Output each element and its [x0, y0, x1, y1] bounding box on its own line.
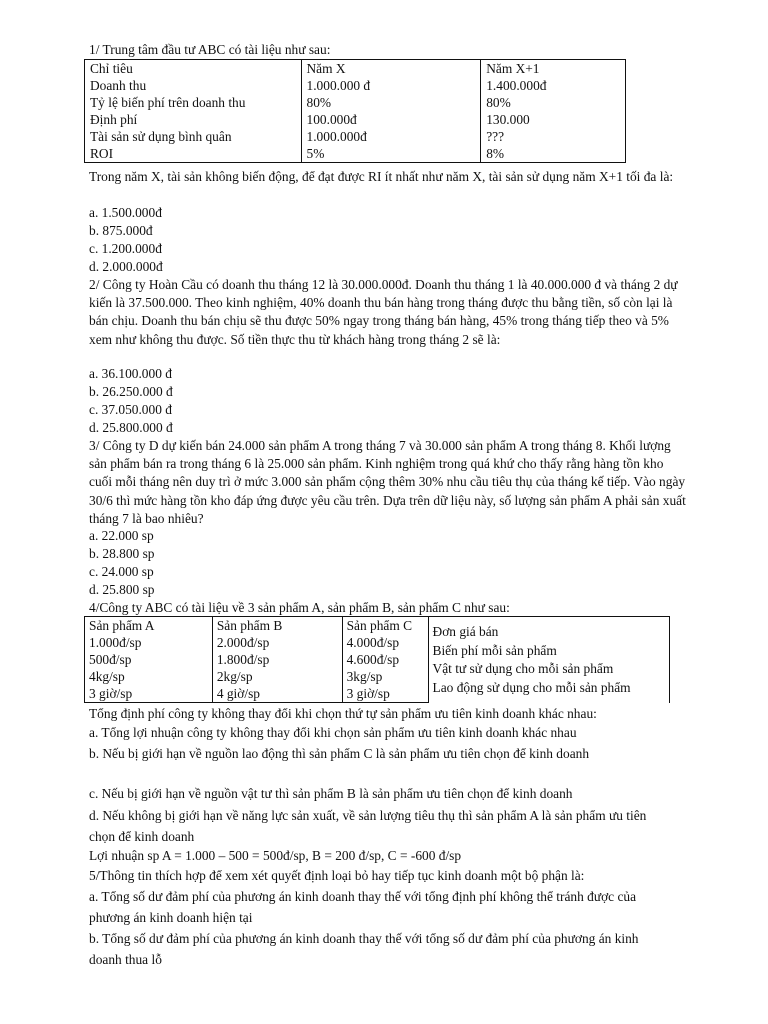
table-row [85, 128, 626, 145]
answer-option: d. 25.800 sp [89, 582, 155, 597]
table-cell: ROI [85, 145, 302, 163]
q4-note: Lợi nhuận sp A = 1.000 – 500 = 500đ/sp, B = 200 đ/sp, C = -600 đ/sp [89, 848, 462, 863]
table-cell: 1.800đ/sp [212, 651, 342, 668]
answer-option: a. Tổng lợi nhuận công ty không thay đổi khi chọn sản phẩm ưu tiên kinh doanh khác nhau [89, 725, 577, 740]
answer-option: c. 24.000 sp [89, 564, 154, 579]
q3-text: 3/ Công ty D dự kiến bán 24.000 sản phẩm A trong tháng 7 và 30.000 sản phẩm A trong tháng 8. Khối lượng sản phẩm bán ra trong tháng 6 là 25.000 sản phẩm. Kinh nghiệm trong quá khứ cho thấy rằng hàng tồn kho cuối mỗi tháng nên duy trì ở mức 3.000 sản phẩm cộng thêm 30% nhu cầu tiêu thụ của tháng kế tiếp. Vào ngày 30/6 thì mức hàng tồn kho đáp ứng được yêu cầu trên. Dựa trên dữ liệu này, số lượng sản phẩm A phải sản xuất tháng 7 là bao nhiêu? [89, 438, 686, 526]
answer-option: c. 1.200.000đ [89, 241, 162, 256]
table-cell: Sản phẩm B [212, 617, 342, 635]
q1-table [84, 59, 626, 163]
table-header-row [85, 60, 626, 78]
q4-table [84, 616, 670, 703]
q1-heading: 1/ Trung tâm đầu tư ABC có tài liệu như sau: [89, 42, 331, 57]
answer-option: b. 26.250.000 đ [89, 384, 173, 399]
table-cell: 500đ/sp [85, 651, 213, 668]
answer-option: d. 2.000.000đ [89, 259, 163, 274]
row-label: Đơn giá bán [432, 624, 499, 639]
table-cell: 4kg/sp [85, 668, 213, 685]
answer-option: b. 28.800 sp [89, 546, 155, 561]
table-cell: Doanh thu [85, 77, 302, 94]
q2-text: 2/ Công ty Hoàn Cầu có doanh thu tháng 12 là 30.000.000đ. Doanh thu tháng 1 là 40.000.000 đ và tháng 2 dự kiến là 37.500.000. Theo kinh nghiệm, 40% doanh thu bán hàng trong tháng được thu bằng tiền, số còn lại là bán chịu. Doanh thu bán chịu sẽ thu được 50% ngay trong tháng bán hàng, 45% trong tháng tiếp theo và 5% xem như không thu được. Số tiền thực thu từ khách hàng trong tháng 2 sẽ là: [89, 277, 678, 347]
q4-question: Tổng định phí công ty không thay đổi khi chọn thứ tự sản phẩm ưu tiên kinh doanh khác nhau: [89, 706, 597, 721]
q4-heading: 4/Công ty ABC có tài liệu về 3 sản phẩm A, sản phẩm B, sản phẩm C như sau: [89, 600, 510, 615]
row-label: Biến phí mỗi sản phẩm [432, 642, 557, 658]
table-row [85, 111, 626, 128]
answer-option: a. Tổng số dư đảm phí của phương án kinh doanh thay thế với tổng định phí không thể tránh được của phương án kinh doanh hiện tại [89, 889, 637, 925]
table-cell: 4.600đ/sp [342, 651, 428, 668]
q5-heading: 5/Thông tin thích hợp để xem xét quyết định loại bỏ hay tiếp tục kinh doanh một bộ phận là: [89, 868, 585, 883]
answer-option: c. Nếu bị giới hạn về nguồn vật tư thì sản phẩm B là sản phẩm ưu tiên chọn để kinh doanh [89, 786, 573, 801]
table-cell: 2kg/sp [212, 668, 342, 685]
table-row [85, 94, 626, 111]
table-cell: 80% [301, 94, 481, 111]
row-labels-cell [428, 617, 669, 703]
table-cell: 80% [481, 94, 626, 111]
table-cell: 2.000đ/sp [212, 634, 342, 651]
table-cell: 1.000đ/sp [85, 634, 213, 651]
answer-option: a. 36.100.000 đ [89, 366, 172, 381]
table-row [85, 145, 626, 163]
table-cell: 5% [301, 145, 481, 163]
table-cell: ??? [481, 128, 626, 145]
table-header-row [85, 617, 670, 635]
table-row [85, 77, 626, 94]
q1-question: Trong năm X, tài sản không biến động, để đạt được RI ít nhất như năm X, tài sản sử dụng năm X+1 tối đa là: [89, 169, 674, 184]
table-cell: Năm X [301, 60, 481, 78]
row-label: Lao động sử dụng cho mỗi sản phẩm [432, 679, 631, 695]
table-cell: Tài sản sử dụng bình quân [85, 128, 302, 145]
table-cell: 3 giờ/sp [342, 685, 428, 703]
table-cell: 4 giờ/sp [212, 685, 342, 703]
table-cell: Sản phẩm A [85, 617, 213, 635]
table-cell: Sản phẩm C [342, 617, 428, 635]
table-cell: 1.000.000 đ [301, 77, 481, 94]
table-cell: Tỷ lệ biến phí trên doanh thu [85, 94, 302, 111]
table-cell: Định phí [85, 111, 302, 128]
table-cell: 3 giờ/sp [85, 685, 213, 703]
answer-option: b. Nếu bị giới hạn về nguồn lao động thì sản phẩm C là sản phẩm ưu tiên chọn để kinh doanh [89, 746, 590, 761]
table-cell: 130.000 [481, 111, 626, 128]
table-cell: 3kg/sp [342, 668, 428, 685]
table-cell: 8% [481, 145, 626, 163]
answer-option: c. 37.050.000 đ [89, 402, 172, 417]
answer-option: b. Tổng số dư đảm phí của phương án kinh doanh thay thế với tổng số dư đảm phí của phương án kinh doanh thua lỗ [89, 931, 639, 967]
table-cell: Năm X+1 [481, 60, 626, 78]
answer-option: d. 25.800.000 đ [89, 420, 173, 435]
table-cell: Chỉ tiêu [85, 60, 302, 78]
answer-option: a. 1.500.000đ [89, 205, 162, 220]
row-label: Vật tư sử dụng cho mỗi sản phẩm [432, 661, 614, 676]
table-cell: 1.000.000đ [301, 128, 481, 145]
answer-option: d. Nếu không bị giới hạn về năng lực sản xuất, về sản lượng tiêu thụ thì sản phẩm A là sản phẩm ưu tiên chọn để kinh doanh [89, 808, 647, 844]
answer-option: a. 22.000 sp [89, 528, 154, 543]
answer-option: b. 875.000đ [89, 223, 153, 238]
table-cell: 1.400.000đ [481, 77, 626, 94]
table-cell: 100.000đ [301, 111, 481, 128]
table-cell: 4.000đ/sp [342, 634, 428, 651]
